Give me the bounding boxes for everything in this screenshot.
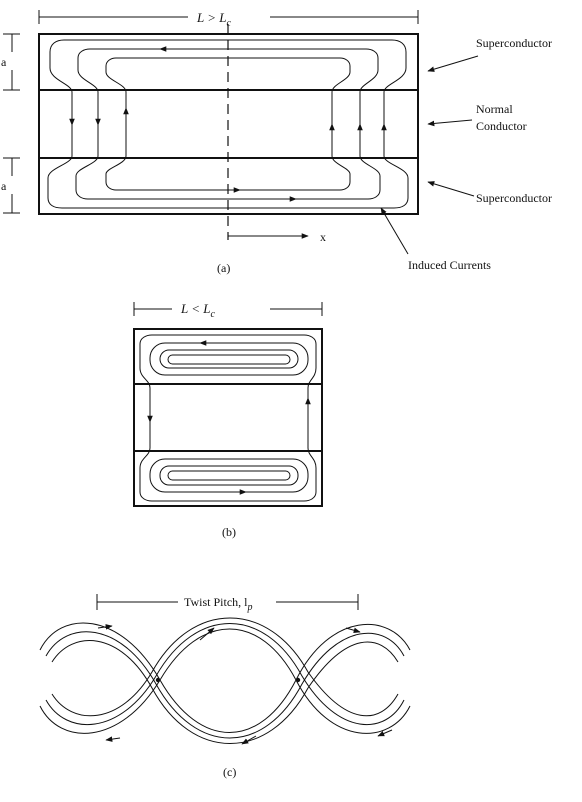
svg-text:a: a bbox=[1, 55, 7, 69]
label-superconductor-top bbox=[428, 36, 552, 71]
label-induced-currents bbox=[381, 208, 491, 272]
length-dimension-b bbox=[134, 301, 322, 320]
figure-c bbox=[40, 594, 410, 779]
caption-b: (b) bbox=[222, 525, 236, 539]
length-label-a: $L > L_c$ bbox=[197, 10, 231, 29]
svg-text:Normal: Normal bbox=[476, 102, 513, 116]
svg-text:a: a bbox=[1, 179, 7, 193]
svg-text:x: x bbox=[320, 230, 326, 244]
a-dimension-bottom bbox=[1, 158, 20, 213]
svg-text:Induced Currents: Induced Currents bbox=[408, 258, 491, 272]
label-normal-conductor bbox=[428, 102, 527, 133]
twisted-filaments bbox=[40, 618, 410, 744]
svg-text:Conductor: Conductor bbox=[476, 119, 527, 133]
caption-a: (a) bbox=[217, 261, 231, 275]
figure-a bbox=[1, 10, 552, 275]
length-label-b: $L < L_c$ bbox=[181, 301, 215, 320]
caption-c: (c) bbox=[223, 765, 237, 779]
a-dimension-top bbox=[1, 34, 20, 90]
twist-pitch-dimension bbox=[97, 594, 358, 613]
figure-b bbox=[134, 301, 322, 539]
induced-current-loops-b bbox=[140, 335, 316, 501]
x-axis-a bbox=[228, 230, 326, 244]
label-superconductor-bottom bbox=[428, 182, 552, 205]
twist-pitch-label: Twist Pitch, $l_p$ bbox=[184, 595, 253, 613]
svg-text:Superconductor: Superconductor bbox=[476, 36, 552, 50]
svg-text:Superconductor: Superconductor bbox=[476, 191, 552, 205]
composite-box-b bbox=[134, 329, 322, 506]
